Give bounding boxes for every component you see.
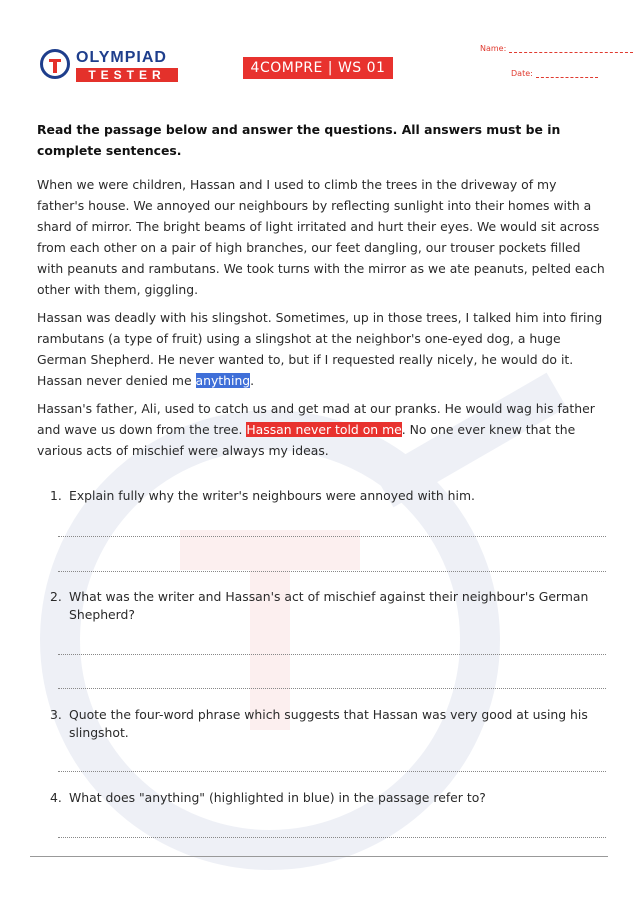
- question-4: [37, 789, 605, 807]
- answer-line[interactable]: [58, 536, 606, 537]
- name-field[interactable]: [480, 44, 633, 53]
- answer-line[interactable]: [58, 571, 606, 572]
- date-label: Date:: [511, 69, 533, 78]
- page-bottom-rule: [30, 856, 608, 857]
- answer-line[interactable]: [58, 837, 606, 838]
- passage-paragraph-3: Hassan's father, Ali, used to catch us and get mad at our pranks. He would wag his father and wave us down from the tree. Hassan never told on me. No one ever knew that the various acts of mischief were always my ideas.: [37, 401, 595, 458]
- answer-line[interactable]: [58, 688, 606, 689]
- answer-line[interactable]: [58, 654, 606, 655]
- logo-t-icon: [40, 49, 70, 79]
- question-number: 2.: [50, 589, 62, 604]
- passage-paragraph-2: Hassan was deadly with his slingshot. Sometimes, up in those trees, I talked him into firing rambutans (a type of fruit) using a slingshot at the neighbor's one-eyed dog, a huge German Shepherd. He never wanted to, but if I requested really nicely, he would do it. Hassan never denied me anything.: [37, 310, 603, 388]
- question-1: [37, 487, 605, 505]
- passage-paragraph-1: When we were children, Hassan and I used to climb the trees in the driveway of my father's house. We annoyed our neighbours by reflecting sunlight into their homes with a shard of mirror. The bright beams of light irritated and hurt their eyes. We would sit across from each other on a pair of high branches, our feet dangling, our trouser pockets filled with peanuts and rambutans. We took turns with the mirror as we ate peanuts, pelted each other with them, giggling.: [37, 177, 605, 297]
- question-number: 3.: [50, 707, 62, 722]
- name-blank[interactable]: [509, 45, 633, 53]
- question-2: [37, 588, 605, 624]
- paragraph-3-text: Hassan's father, Ali, used to catch us and get mad at our pranks. He would wag his father and wave us down from the tree.: [37, 401, 595, 437]
- instruction-text: Read the passage below and answer the questions. All answers must be in complete sentences.: [37, 122, 561, 158]
- logo-text-bottom: TESTER: [76, 68, 178, 82]
- reading-passage-section: [37, 119, 605, 468]
- paragraph-2-text: Hassan was deadly with his slingshot. Sometimes, up in those trees, I talked him into firing rambutans (a type of fruit) using a slingshot at the neighbor's one-eyed dog, a huge German Shepherd. He never wanted to, but if I requested really nicely, he would do it. Hassan never denied me: [37, 310, 603, 388]
- question-text: Quote the four-word phrase which suggests that Hassan was very good at using his slingshot.: [69, 707, 588, 740]
- question-3: [37, 706, 605, 742]
- question-text: What does "anything" (highlighted in blue) in the passage refer to?: [69, 790, 486, 805]
- question-number: 1.: [50, 488, 62, 503]
- name-label: Name:: [480, 44, 507, 53]
- answer-line[interactable]: [58, 771, 606, 772]
- date-blank[interactable]: [536, 70, 598, 78]
- question-text: What was the writer and Hassan's act of mischief against their neighbour's German Shepherd?: [69, 589, 589, 622]
- date-field[interactable]: [511, 69, 598, 78]
- highlight-never-told: Hassan never told on me: [246, 422, 402, 437]
- logo-text-top: OLYMPIAD: [76, 49, 167, 66]
- highlight-anything: anything: [195, 373, 251, 388]
- olympiad-tester-logo: [40, 47, 180, 85]
- question-number: 4.: [50, 790, 62, 805]
- question-text: Explain fully why the writer's neighbours were annoyed with him.: [69, 488, 475, 503]
- worksheet-title: 4COMPRE | WS 01: [243, 57, 393, 79]
